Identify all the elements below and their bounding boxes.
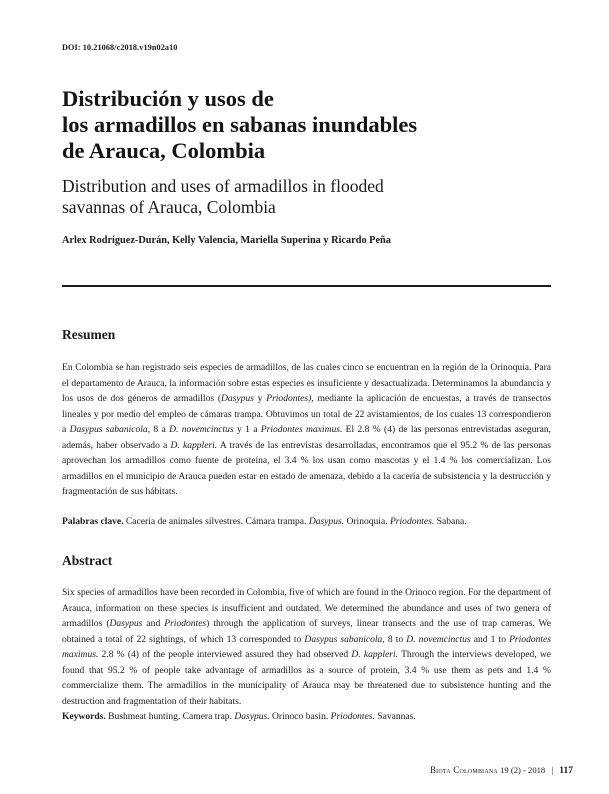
taxon-name: D. kappleri. [351, 649, 399, 660]
resumen-paragraph [62, 360, 551, 500]
taxon-name: Priodontes maximus. [260, 424, 343, 435]
title-line: los armadillos en sabanas inundables [62, 112, 418, 137]
taxon-name: Dasypus sabanicola, [304, 633, 385, 645]
text-run: En Colombia se han registrado seis especies de armadillos, de las cuales cinco se encuentran en la región de la Orinoquia. Para el departamento de Arauca, la información sobre estas especies es insuficiente y desactualizada. Determinamos la abundancia y los usos de dos géneros de armadillos ( [62, 362, 551, 404]
taxon-name: Dasypus. [308, 516, 345, 527]
taxon-name: Priodontes. [330, 711, 375, 722]
text-run: Through the interviews developed, we found that 95.2 % of people take advantage of armadillos as a source of protein, 3.4 % use them as pets and 1.4 % commercialize them. The armadillos in the municipality of Arauca may be threatened due to subsistence hunting and the destruction and fragmentation of their habitats. [62, 649, 551, 707]
subtitle-line: Distribution and uses of armadillos in flooded [62, 176, 384, 196]
journal-issue: 19 (2) - 2018 [500, 765, 546, 775]
taxon-name: Priodontes [164, 618, 207, 629]
text-run: Orinoco basin. [269, 711, 331, 722]
palabras-clave-label: Palabras clave. [62, 516, 124, 527]
text-run: El 2.8 % (4) de las personas entrevistadas aseguran, además, haber observado a [62, 424, 551, 451]
text-run: Orinoquia. [344, 516, 390, 527]
footer-separator: | [551, 765, 554, 775]
subtitle-line: savannas of Arauca, Colombia [62, 197, 276, 217]
doi: DOI: 10.21068/c2018.v19n02a10 [62, 43, 178, 52]
taxon-name: Dasypus [221, 393, 254, 404]
taxon-name: D. novemcinctus [169, 424, 234, 435]
palabras-clave [62, 514, 551, 530]
taxon-name: Priodontes maximus. [62, 633, 551, 660]
text-run: Bushmeat hunting. Camera trap. [105, 711, 235, 722]
abstract-paragraph [62, 585, 551, 709]
text-run: y [253, 393, 267, 404]
keywords-label: Keywords. [62, 711, 106, 722]
text-run: Savannas. [374, 711, 416, 722]
resumen-heading: Resumen [62, 327, 116, 342]
title-line: Distribución y usos de [62, 86, 274, 111]
text-run: mediante la aplicación de encuestas, a través de transectos lineales y por medio del empleo de cámaras trampa. Obtuvimos un total de 22 avistamientos, de los cuales 13 correspondieron a [62, 393, 551, 435]
text-run: A través de las entrevistas desarrolladas, encontramos que el 95.2 % de las personas aprovechan los armadillos como fuente de proteína, el 3.4 % los usan como mascotas y el 1.4 % los comercializan. Los armadillos en el municipio de Arauca pueden estar en estado de amenaza, debido a la cacería de subsistencia y la destrucción y fragmentación de sus hábitats. [62, 439, 551, 497]
article-subtitle [62, 176, 562, 218]
text-run: y 1 a [233, 424, 261, 435]
text-run: 2.8 % (4) of the people interviewed assured they had observed [98, 649, 352, 660]
article-title [62, 86, 562, 164]
text-run: and 1 to [470, 633, 510, 645]
text-run: ) through the application of surveys, linear transects and the use of trap cameras. We obtained a total of 22 sightings, of which 13 corresponded to [62, 618, 552, 645]
text-run: Sabana. [434, 516, 467, 527]
text-run: 8 a [150, 424, 170, 435]
text-run: Cacería de animales silvestres. Cámara trampa. [123, 516, 309, 527]
page-number: 117 [559, 766, 573, 776]
taxon-name: Dasypus. [234, 711, 270, 722]
taxon-name: Dasypus sabanicola, [69, 424, 151, 435]
header-divider [62, 285, 551, 287]
taxon-name: Priodontes), [266, 393, 314, 404]
abstract-heading: Abstract [62, 553, 113, 568]
text-run: and [142, 618, 165, 629]
page-footer [430, 765, 573, 776]
taxon-name: D. novemcinctus [406, 633, 471, 645]
title-line: de Arauca, Colombia [62, 138, 266, 163]
text-run: 8 to [384, 633, 407, 645]
authors: Arlex Rodríguez-Durán, Kelly Valencia, Mariella Superina y Ricardo Peña [62, 235, 391, 246]
taxon-name: Dasypus [109, 618, 143, 629]
journal-name: Biota Colombiana [429, 765, 498, 775]
taxon-name: D. kappleri. [170, 439, 218, 451]
text-run: Six species of armadillos have been recorded in Colombia, five of which are found in the Orinoco region. For the department of Arauca, information on these species is insufficient and outdated. We determined the abundance and uses of two genera of armadillos ( [62, 587, 551, 629]
keywords [62, 709, 551, 725]
taxon-name: Priodontes. [389, 516, 435, 527]
